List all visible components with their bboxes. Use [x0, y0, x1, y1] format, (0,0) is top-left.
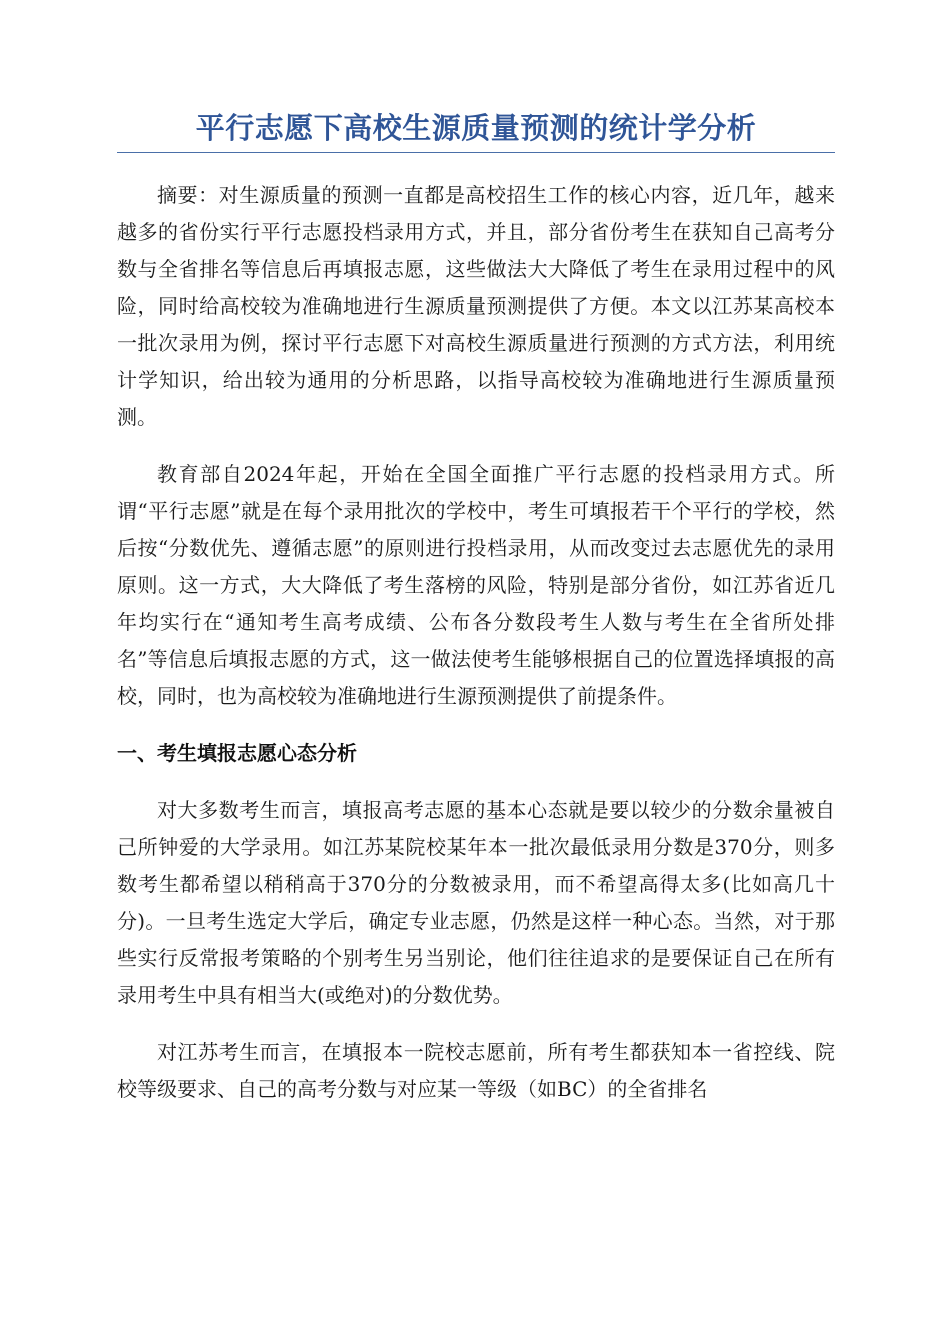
title-underline	[117, 152, 835, 153]
body-paragraph: 对江苏考生而言，在填报本一院校志愿前，所有考生都获知本一省控线、院校等级要求、自己的高考分数与对应某一等级（如BC）的全省排名	[117, 1040, 835, 1101]
abstract-paragraph: 摘要：对生源质量的预测一直都是高校招生工作的核心内容，近几年，越来越多的省份实行平行志愿投档录用方式，并且，部分省份考生在获知自己高考分数与全省排名等信息后再填报志愿，这些做法大大降低了考生在录用过程中的风险，同时给高校较为准确地进行生源质量预测提供了方便。本文以江苏某高校本一批次录用为例，探讨平行志愿下对高校生源质量进行预测的方式方法，利用统计学知识，给出较为通用的分析思路，以指导高校较为准确地进行生源质量预测。	[117, 183, 835, 429]
intro-paragraph: 教育部自2024年起，开始在全国全面推广平行志愿的投档录用方式。所谓“平行志愿”就是在每个录用批次的学校中，考生可填报若干个平行的学校，然后按“分数优先、遵循志愿”的原则进行投档录用，从而改变过去志愿优先的录用原则。这一方式，大大降低了考生落榜的风险，特别是部分省份，如江苏省近几年均实行在“通知考生高考成绩、公布各分数段考生人数与考生在全省所处排名”等信息后填报志愿的方式，这一做法使考生能够根据自己的位置选择填报的高校，同时，也为高校较为准确地进行生源预测提供了前提条件。	[117, 462, 835, 708]
section-heading: 一、考生填报志愿心态分析	[117, 741, 357, 765]
body-paragraph: 对大多数考生而言，填报高考志愿的基本心态就是要以较少的分数余量被自己所钟爱的大学录用。如江苏某院校某年本一批次最低录用分数是370分，则多数考生都希望以稍稍高于370分的分数被录用，而不希望高得太多(比如高几十分)。一旦考生选定大学后，确定专业志愿，仍然是这样一种心态。当然，对于那些实行反常报考策略的个别考生另当别论，他们往往追求的是要保证自己在所有录用考生中具有相当大(或绝对)的分数优势。	[117, 798, 835, 1007]
document-title: 平行志愿下高校生源质量预测的统计学分析	[195, 111, 757, 145]
document-page	[117, 108, 835, 1128]
